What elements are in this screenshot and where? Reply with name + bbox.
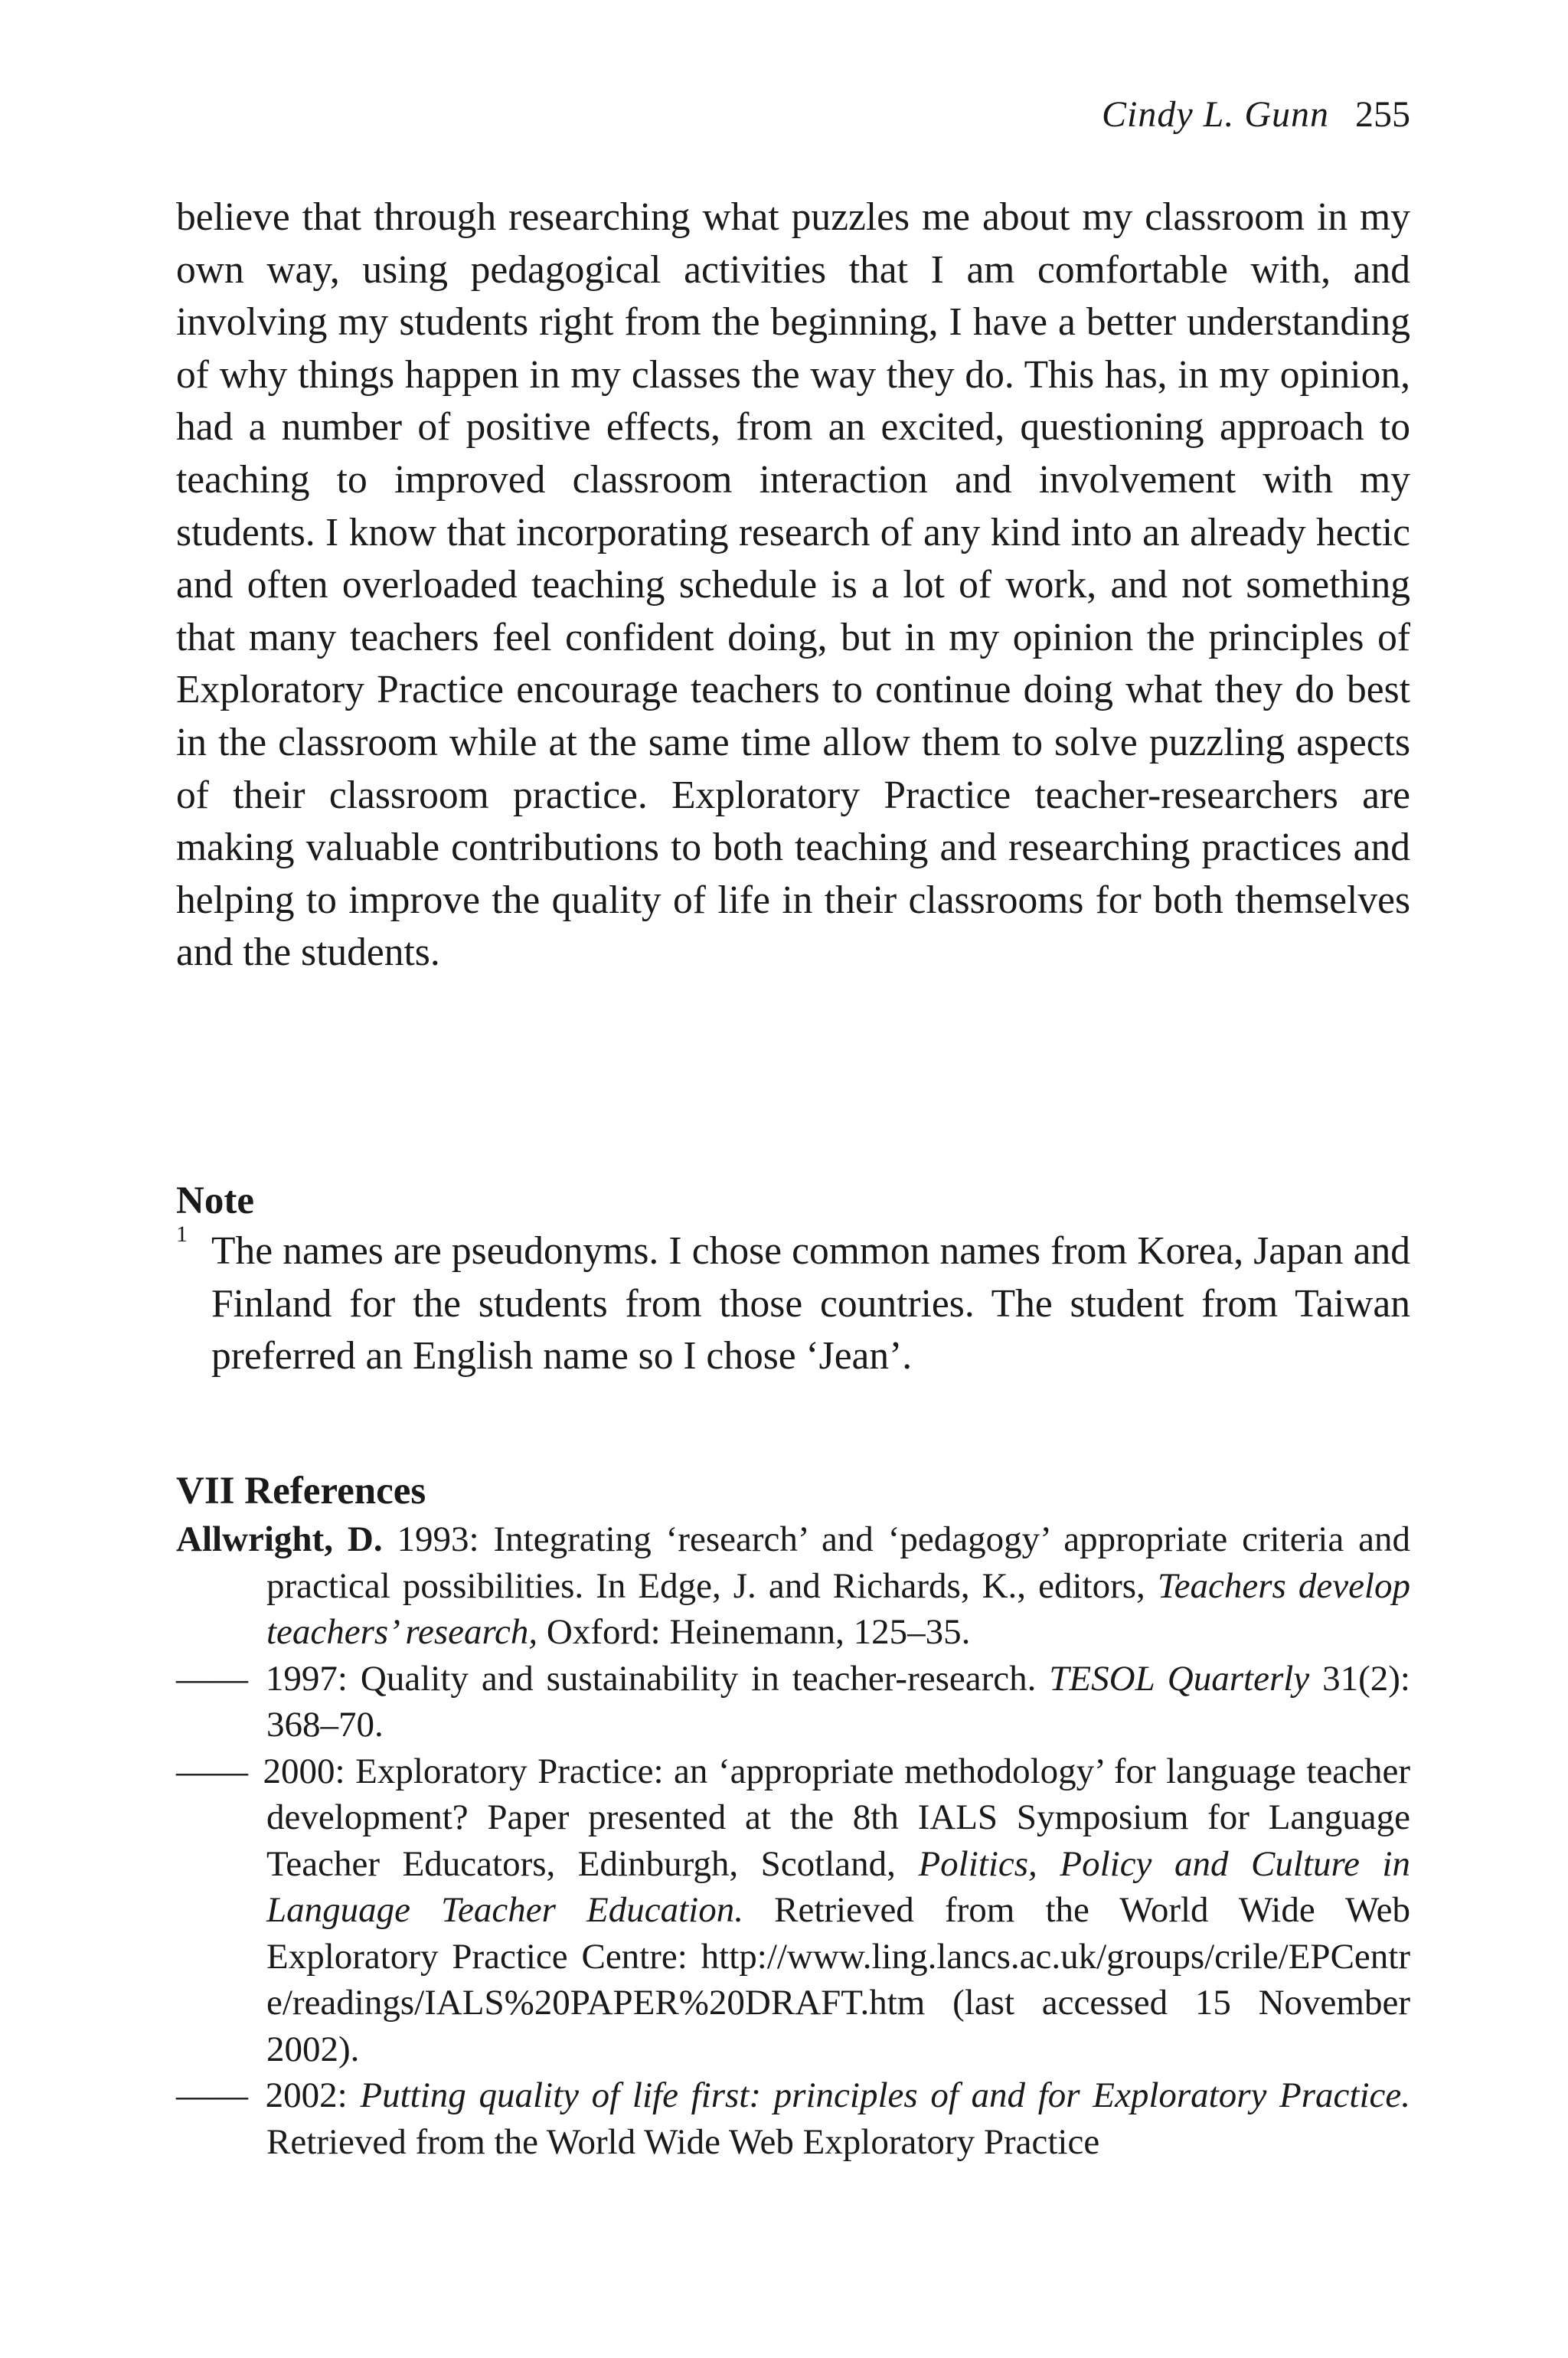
reference-author: Allwright, D. [176, 1519, 383, 1559]
reference-title: Putting quality of life first: principles of and for Exploratory Practice. [360, 2075, 1410, 2115]
reference-list [176, 1516, 1410, 2165]
repeat-author-dash: —— [176, 2075, 248, 2115]
reference-title: TESOL Quarterly [1049, 1658, 1310, 1699]
reference-text: Oxford: Heinemann, 125–35. [537, 1612, 971, 1652]
reference-text: 1993: Integrating ‘research’ and ‘pedagogy’ appropriate criteria and practical possibilities. In Edge, J. and Richards, K., editors, [266, 1519, 1410, 1606]
reference-title: Politics, Policy and Culture in Language Teacher Education. [266, 1843, 1410, 1930]
note-heading: Note [176, 1179, 254, 1222]
running-head [176, 92, 1410, 138]
footnote-text: The names are pseudonyms. I chose common names from Korea, Japan and Finland for the students from those countries. The student from Taiwan preferred an English name so I chose ‘Jean’. [211, 1229, 1410, 1378]
reference-entry [176, 2072, 1410, 2165]
reference-title: Teachers develop teachers’ research, [266, 1565, 1410, 1652]
footnote [176, 1222, 1410, 1383]
reference-url: http://www.ling.lancs.ac.uk/groups/crile/EPCentre/readings/IALS%20PAPER%20DRAFT.htm [266, 1936, 1410, 2023]
reference-text: 2002: [253, 2075, 361, 2115]
body-paragraph: believe that through researching what puzzles me about my classroom in my own way, using pedagogical activities that I am comfortable with, and involving my students right from the beginning, I have a better understanding of why things happen in my classes the way they do. This has, in my opinion, had a number of positive effects, from an excited, questioning approach to teaching to improved classroom interaction and involvement with my students. I know that incorporating research of any kind into an already hectic and often overloaded teaching schedule is a lot of work, and not something that many teachers feel confident doing, but in my opinion the principles of Exploratory Practice encourage teachers to continue doing what they do best in the classroom while at the same time allow them to solve puzzling aspects of their classroom practice. Exploratory Practice teacher-researchers are making valuable contributions to both teaching and researching practices and helping to improve the quality of life in their classrooms for both themselves and the students. [176, 195, 1410, 975]
reference-text: (last accessed 15 November 2002). [266, 1983, 1410, 2069]
page-number: 255 [1355, 94, 1410, 135]
references-heading: VII References [176, 1470, 426, 1513]
reference-text: Retrieved from the World Wide Web Exploratory Practice [266, 2121, 1100, 2162]
footnote-number: 1 [176, 1222, 188, 1247]
repeat-author-dash: —— [176, 1658, 248, 1699]
reference-entry [176, 1748, 1410, 2073]
reference-text: 2000: Exploratory Practice: an ‘appropriate methodology’ for language teacher development? Paper presented at the 8th IALS Symposium for Language Teacher Educators, Edinburgh, Scotland, [253, 1751, 1410, 1884]
reference-text: Retrieved from the World Wide Web Exploratory Practice Centre: [266, 1890, 1410, 1977]
running-head-author: Cindy L. Gunn [1101, 94, 1329, 135]
repeat-author-dash: —— [176, 1751, 248, 1791]
reference-entry [176, 1656, 1410, 1748]
reference-text: 1997: Quality and sustainability in teacher-research. [253, 1658, 1050, 1699]
reference-text: 31(2): 368–70. [266, 1658, 1410, 1745]
reference-entry [176, 1516, 1410, 1656]
